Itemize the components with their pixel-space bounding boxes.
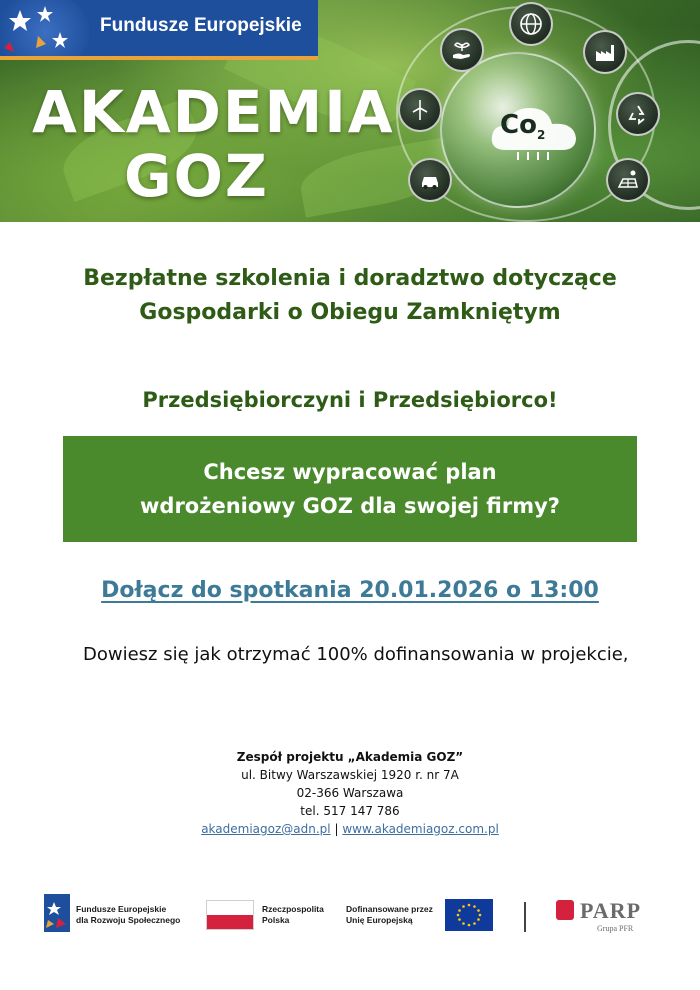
headline	[0, 262, 700, 330]
parp-subtitle: Grupa PFR	[597, 924, 634, 933]
headline-line2: Gospodarki o Obiegu Zamkniętym	[139, 300, 561, 325]
eu-flag-icon	[445, 899, 493, 931]
website-link[interactable]: www.akademiagoz.com.pl	[342, 822, 499, 836]
fundusze-europejskie-badge	[0, 0, 318, 60]
globe-icon	[509, 2, 553, 46]
link-separator: |	[334, 822, 339, 836]
greeting: Przedsiębiorczyni i Przedsiębiorco!	[142, 388, 558, 412]
contact-phone: tel. 517 147 786	[300, 804, 400, 818]
contact-links	[0, 820, 700, 838]
program-badge-label: Fundusze Europejskie	[100, 15, 302, 36]
electric-car-icon	[408, 158, 452, 202]
rp-footer-label: Rzeczpospolita Polska	[262, 904, 324, 925]
question-box	[63, 436, 637, 542]
eu-footer-label: Dofinansowane przez Unię Europejską	[346, 904, 433, 925]
banner-title-line1: AKADEMIA	[32, 78, 395, 146]
headline-line1: Bezpłatne szkolenia i doradztwo dotyczące	[83, 266, 617, 291]
parp-logo-text: PARP	[580, 898, 642, 923]
plant-hand-icon	[440, 28, 484, 72]
solar-panel-icon	[606, 158, 650, 202]
eu-stars-icon	[0, 0, 90, 60]
footer-divider	[524, 902, 526, 932]
factory-icon	[583, 30, 627, 74]
question-line2: wdrożeniowy GOZ dla swojej firmy?	[140, 494, 560, 518]
wind-turbine-icon	[398, 88, 442, 132]
question-line1: Chcesz wypracować plan	[203, 460, 497, 484]
co2-label: $Co_2$	[500, 110, 546, 143]
join-meeting-link[interactable]: Dołącz do spotkania 20.01.2026 o 13:00	[101, 578, 599, 603]
fe-logo-icon	[44, 894, 70, 932]
banner-title-line2: GOZ	[124, 142, 269, 210]
recycle-icon	[616, 92, 660, 136]
contact-team: Zespół projektu „Akademia GOZ”	[236, 750, 464, 764]
contact-city: 02-366 Warszawa	[296, 786, 404, 800]
contact-street: ul. Bitwy Warszawskiej 1920 r. nr 7A	[241, 768, 459, 782]
parp-logo-icon	[556, 900, 574, 920]
fe-footer-label: Fundusze Europejskie dla Rozwoju Społecznego	[76, 904, 181, 925]
email-link[interactable]: akademiagoz@adn.pl	[201, 822, 331, 836]
polish-flag-icon	[206, 900, 254, 930]
info-text: Dowiesz się jak otrzymać 100% dofinansowania w projekcie,	[83, 644, 629, 665]
header-banner	[0, 0, 700, 222]
